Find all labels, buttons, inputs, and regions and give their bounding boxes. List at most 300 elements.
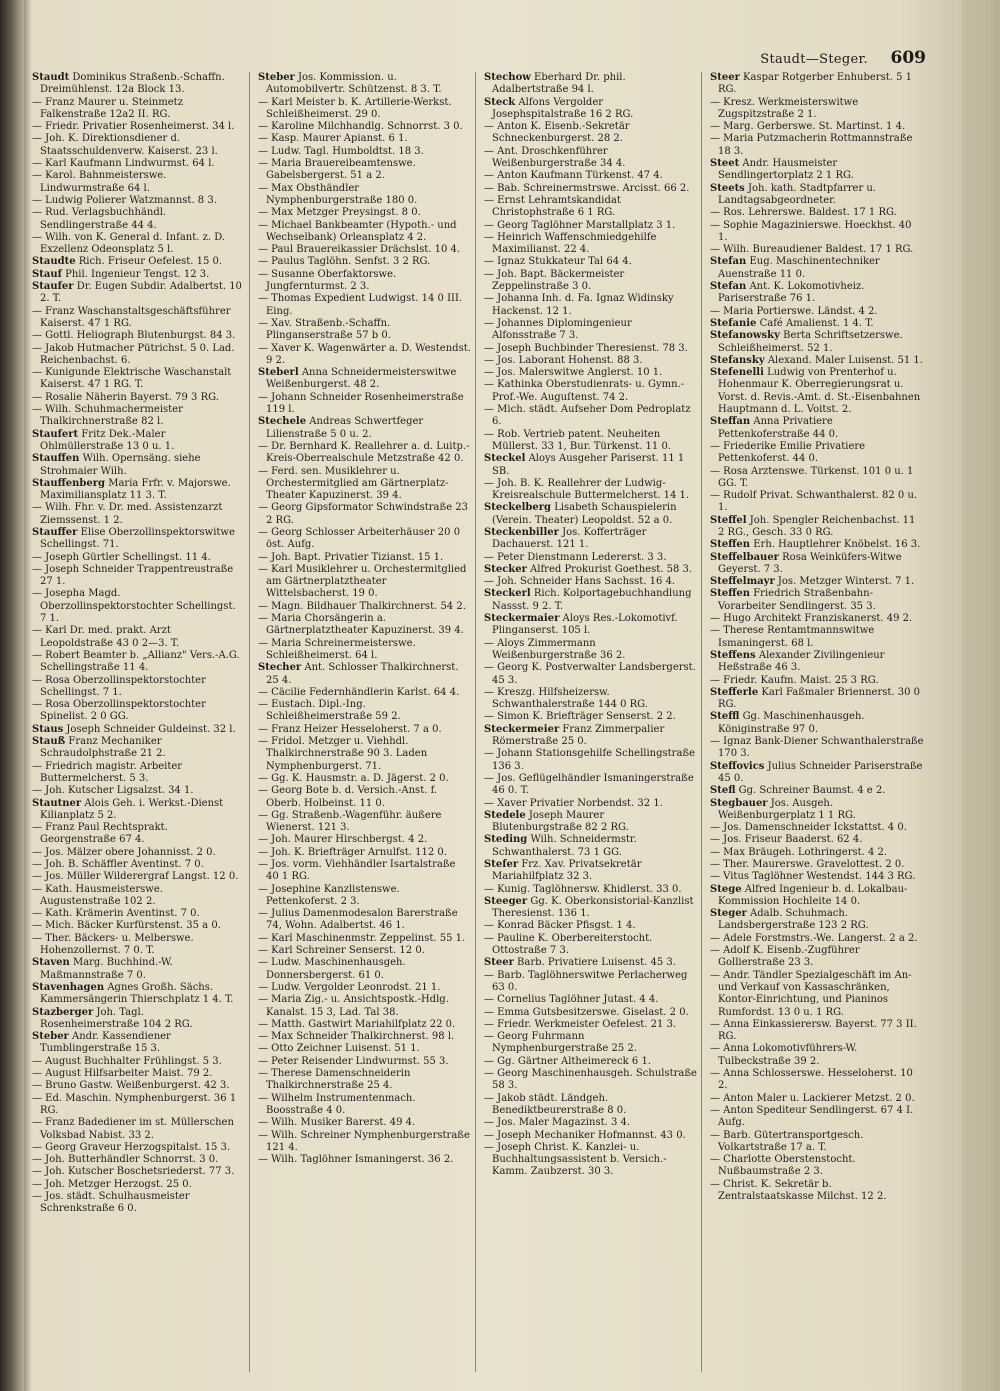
directory-entry (258, 736, 471, 773)
directory-entry (258, 97, 471, 122)
entry-text: — Eustach. Dipl.-Ing. Schleißheimerstraße 59 2. (258, 699, 401, 723)
entry-surname: Steck (484, 96, 516, 108)
directory-entry (710, 133, 924, 158)
directory-entry (32, 1056, 245, 1068)
entry-text: Phil. Ingenieur Tengst. 12 3. (65, 268, 210, 280)
entry-text: — Anton Kaufmann Türkenst. 47 4. (484, 170, 663, 182)
directory-entry (32, 1191, 245, 1216)
directory-entry (710, 761, 924, 786)
directory-entry (710, 441, 924, 466)
entry-text: — Cäcilie Federnhändlerin Karlst. 64 4. (258, 686, 460, 698)
entry-text: Berta Schriftsetzerswe. Schleißheimerst. 52 1. (718, 330, 903, 354)
directory-entry (710, 711, 924, 736)
entry-surname: Stefer (484, 859, 519, 870)
entry-text: — Kresz. Werkmeisterswitwe Zugspitzstraße 2 1. (710, 96, 859, 120)
entry-text: — Joh. Maurer Hirschbergst. 4 2. (258, 834, 428, 846)
entry-text: Alois Geh. i. Werkst.-Dienst Kilianplatz 5 2. (40, 797, 224, 821)
entry-text: — Friedrich magistr. Arbeiter Buttermelcherst. 5 3. (32, 760, 183, 784)
entry-text: — Gg. Straßenb.-Wagenführ. äußere Wienerst. 121 3. (258, 809, 442, 834)
entry-text: — Kreszg. Hilfsheizersw. Schwanthalerstraße 144 0 RG. (484, 686, 648, 711)
entry-text: Ant. Schlosser Thalkirchnerst. 25 4. (266, 662, 459, 686)
entry-text: — Wilh. Bureaudiener Baldest. 17 1 RG. (710, 244, 914, 256)
directory-entry (710, 785, 924, 797)
entry-text: — Karl Dr. med. prakt. Arzt Leopoldstraße 43 0 2—3. T. (32, 625, 180, 649)
entry-surname: Steffelmayr (710, 576, 775, 588)
entry-surname: Steer (710, 72, 740, 83)
entry-text: — Gottl. Heliograph Blutenburgst. 84 3. (32, 330, 236, 342)
directory-entry (258, 1068, 471, 1093)
directory-entry (258, 859, 471, 884)
directory-entry (32, 1068, 245, 1080)
directory-entry (710, 933, 924, 945)
directory-entry (710, 121, 924, 133)
entry-text: — Gg. Gärtner Altheimereck 6 1. (484, 1055, 652, 1067)
directory-entry (258, 834, 471, 846)
entry-surname: Stefenelli (710, 367, 764, 379)
directory-entry (32, 798, 245, 823)
directory-entry (258, 441, 471, 466)
directory-entry (32, 859, 245, 871)
directory-entry (258, 601, 471, 613)
directory-entry (484, 502, 697, 527)
directory-entry (484, 896, 697, 921)
entry-text: Franz Zimmerpalier Römerstraße 25 0. (492, 723, 665, 748)
entry-text: — Jos. Friseur Baaderst. 62 4. (710, 834, 863, 846)
directory-entry (710, 318, 924, 330)
directory-entry (484, 564, 697, 576)
directory-entry (32, 343, 245, 368)
entry-text: Aloys Res.-Lokomotivf. Plinganserst. 105 l. (492, 613, 678, 637)
directory-entry (484, 97, 697, 122)
entry-text: — Franz Heizer Hesseloherst. 7 a 0. (258, 723, 442, 735)
entry-text: — Bab. Schreinermstrswe. Arcisst. 66 2. (484, 182, 690, 194)
directory-entry (32, 453, 245, 478)
directory-entry (258, 158, 471, 183)
entry-text: Fritz Dek.-Maler Ohlmüllerstraße 13 0 u. 1. (40, 428, 175, 452)
directory-entry (710, 1019, 924, 1044)
directory-entry (32, 232, 245, 257)
directory-entry (258, 564, 471, 601)
directory-entry (484, 552, 697, 564)
directory-entry (258, 72, 471, 97)
directory-entry (484, 834, 697, 859)
entry-surname: Steding (484, 834, 528, 846)
page-header (30, 50, 926, 72)
directory-entry (258, 146, 471, 158)
directory-entry (484, 933, 697, 958)
entry-text: — Adele Forstmstrs.-We. Langerst. 2 a 2. (710, 932, 918, 944)
column-1 (28, 72, 250, 1372)
entry-text: — Georg K. Postverwalter Landsbergerst. 45 3. (484, 662, 696, 686)
entry-text: Café Amalienst. 1 4. T. (759, 317, 874, 329)
entry-text: — Ignaz Bank-Diener Schwanthalerstraße 170 3. (710, 736, 924, 760)
directory-entry (484, 994, 697, 1006)
directory-entry (258, 908, 471, 933)
directory-entry (258, 318, 471, 343)
directory-entry (258, 1130, 471, 1155)
entry-text: Eug. Maschinentechniker Auenstraße 11 0. (718, 256, 880, 280)
entry-text: — Joseph Schneider Trappentreustraße 27 1. (32, 563, 234, 588)
directory-entry (710, 736, 924, 761)
entry-surname: Steger (710, 908, 747, 920)
directory-entry (710, 650, 924, 675)
directory-entry (484, 146, 697, 171)
directory-entry (710, 1093, 924, 1105)
directory-entry (258, 1019, 471, 1031)
entry-text: Jos. Kommission. u. Automobilvertr. Schützenst. 8 3. T. (266, 72, 442, 96)
entry-text: — Rud. Verlagsbuchhändl. Sendlingerstraße 44 4. (32, 207, 167, 231)
entry-surname: Stefl (710, 785, 736, 797)
directory-entry (32, 207, 245, 232)
directory-entry (32, 133, 245, 158)
directory-entry (32, 281, 245, 306)
directory-entry (710, 1068, 924, 1093)
entry-text: Elise Oberzollinspektorswitwe Schellingst. 71. (40, 526, 235, 551)
directory-entry (32, 269, 245, 281)
directory-entry (484, 662, 697, 687)
directory-entry (484, 1068, 697, 1093)
directory-entry (258, 1093, 471, 1118)
entry-text: — Joh. Kutscher Ligsalzst. 34 1. (32, 785, 194, 797)
entry-text: — Otto Zeichner Luisenst. 51 1. (258, 1043, 420, 1055)
entry-text: — Jakob städt. Ländgeh. Benediktbeurerstraße 8 0. (484, 1092, 627, 1116)
directory-entry (484, 404, 697, 429)
entry-text: — Barb. Taglöhnerswitwe Perlacherweg 63 0. (484, 969, 688, 993)
entry-text: Jos. Kofferträger Dachauerst. 121 1. (492, 526, 647, 551)
entry-text: — Anton Spediteur Sendlingerst. 67 4 I. Aufg. (710, 1104, 914, 1129)
entry-text: Julius Schneider Pariserstraße 45 0. (718, 760, 923, 784)
entry-text: — Anna Einkassierersw. Bayerst. 77 3 II. RG. (710, 1018, 917, 1043)
entry-text: — Maria Putzmacherin Rottmannstraße 18 3. (710, 133, 913, 157)
entry-text: Alexand. Maler Luisenst. 51 1. (767, 354, 923, 366)
entry-text: — Anna Lokomotivführers-W. Tulbeckstraße 39 2. (710, 1043, 858, 1067)
entry-text: — Ther. Bäckers- u. Melberswe. Hohenzollernst. 7 0. T. (32, 932, 194, 957)
directory-entry (484, 884, 697, 896)
entry-text: — Rosa Arztenswe. Türkenst. 101 0 u. 1 GG. T. (710, 465, 914, 489)
entry-text: — Joh. Bapt. Bäckermeister Zeppelinstraße 3 0. (484, 268, 625, 293)
directory-entry (484, 256, 697, 268)
directory-entry (32, 392, 245, 404)
directory-entry (258, 207, 471, 219)
entry-text: — Ludw. Maschinenhausgeh. Donnersbergerst. 61 0. (258, 957, 406, 981)
directory-entry (710, 588, 924, 613)
entry-text: — Jakob Hutmacher Pütrichst. 5 0. Lad. Reichenbachst. 6. (32, 342, 235, 366)
running-head: Staudt—Steger. (760, 52, 868, 67)
entry-text: — Susanne Oberfaktorswe. Jungfernturmst. 2 3. (258, 268, 397, 293)
entry-surname: Stazberger (32, 1006, 94, 1018)
entry-text: Rosa Weinküfers-Witwe Geyerst. 7 3. (718, 551, 902, 575)
directory-entry (32, 1154, 245, 1166)
directory-entry (32, 330, 245, 342)
directory-entry (258, 392, 471, 417)
entry-text: — Charlotte Oberstenstocht. Nußbaumstraße 2 3. (710, 1154, 856, 1178)
entry-text: — Franz Paul Rechtsprakt. Georgenstraße 67 4. (32, 822, 168, 846)
entry-text: — Fridol. Metzger u. Viehhdl. Thalkirchnerstraße 90 3. Laden Nymphenburgerst. 71. (258, 736, 428, 772)
directory-entry (258, 810, 471, 835)
entry-text: — Vitus Taglöhner Westendst. 144 3 RG. (710, 871, 916, 883)
directory-entry (32, 404, 245, 429)
entry-surname: Stecker (484, 563, 527, 575)
directory-entry (484, 183, 697, 195)
entry-text: — Pauline K. Oberbereiterstocht. Ottostraße 7 3. (484, 932, 653, 957)
entry-text: Dominikus Straßenb.-Schaffn. Dreimühlenst. 12a Block 13. (40, 72, 225, 96)
entry-text: — Georg Graveur Herzogspitalst. 15 3. (32, 1141, 231, 1153)
entry-surname: Steffen (710, 539, 751, 551)
directory-entry (484, 1093, 697, 1118)
directory-entry (258, 982, 471, 994)
entry-text: — Jos. vorm. Viehhändler Isartalstraße 40 1 RG. (258, 859, 456, 883)
entry-text: Frz. Xav. Privatsekretär Mariahilfplatz 32 3. (492, 859, 642, 883)
directory-entry (32, 158, 245, 170)
directory-entry (32, 650, 245, 675)
entry-text: Adalb. Schuhmach. Landsbergerstraße 123 2 RG. (718, 908, 869, 932)
entry-text: — Emma Gutsbesitzerswe. Giselast. 2 0. (484, 1006, 689, 1018)
entry-surname: Stautner (32, 797, 82, 809)
entry-text: Rich. Friseur Oefelest. 15 0. (78, 256, 223, 268)
directory-entry (258, 133, 471, 145)
directory-entry (710, 416, 924, 441)
directory-entry (710, 466, 924, 491)
entry-surname: Steffovics (710, 760, 765, 772)
entry-text: — Georg Fuhrmann Nymphenburgerstraße 25 2. (484, 1031, 637, 1055)
entry-text: — Kunig. Taglöhnersw. Khidlerst. 33 0. (484, 883, 682, 895)
directory-entry (710, 220, 924, 245)
entry-text: Dr. Eugen Subdir. Adalbertst. 10 2. T. (40, 281, 242, 305)
entry-text: Ludwig von Prenterhof u. Hohenmaur K. Oberregierungsrat u. Vorst. d. Revis.-Amt. d. St.-Eisenbahnen Hauptmann d. L. Voitst. 2. (718, 367, 921, 416)
entry-text: — Christ. K. Sekretär b. Zentralstaatskasse Milchst. 12 2. (710, 1178, 887, 1203)
entry-text: — Ludwig Polierer Watzmannst. 8 3. (32, 194, 217, 206)
entry-text: — Maria Chorsängerin a. Gärtnerplatztheater Kapuzinerst. 39 4. (258, 613, 464, 637)
directory-entry (710, 834, 924, 846)
entry-text: — Joh. B. K. Reallehrer der Ludwig-Kreisrealschule Buttermelcherst. 14 1. (484, 477, 690, 502)
directory-entry (710, 306, 924, 318)
entry-text: — Franz Maurer u. Steinmetz Falkenstraße 12a2 II. RG. (32, 96, 183, 120)
directory-entry (32, 736, 245, 761)
directory-entry (32, 588, 245, 625)
entry-text: — Johann Schneider Rosenheimerstraße 119 l. (258, 391, 464, 416)
directory-entry (710, 539, 924, 551)
directory-entry (710, 675, 924, 687)
entry-text: Agnes Großh. Sächs. Kammersängerin Thierschplatz 1 4. T. (40, 981, 234, 1006)
directory-entry (484, 1007, 697, 1019)
directory-entry (710, 945, 924, 970)
column-2 (254, 72, 476, 1372)
directory-entry (258, 994, 471, 1019)
directory-entry (484, 588, 697, 613)
directory-entry (484, 343, 697, 355)
directory-entry (710, 613, 924, 625)
entry-text: — Thomas Expedient Ludwigst. 14 0 III. Eing. (258, 293, 463, 317)
directory-entry (710, 576, 924, 588)
entry-surname: Steets (710, 182, 745, 194)
directory-entry (32, 920, 245, 932)
entry-surname: Staven (32, 957, 70, 969)
directory-entry (258, 121, 471, 133)
directory-entry (32, 256, 245, 268)
entry-text: — Jos. Maler Magazinst. 3 4. (484, 1117, 631, 1129)
directory-entry (484, 920, 697, 932)
directory-entry (484, 72, 697, 97)
directory-entry (258, 945, 471, 957)
entry-text: — Ludw. Vergolder Leonrodst. 21 1. (258, 981, 441, 993)
entry-text: — Heinrich Waffenschmiedgehilfe Maximilianst. 22 4. (484, 231, 657, 256)
entry-text: — Friedr. Kaufm. Maist. 25 3 RG. (710, 674, 879, 686)
entry-text: Wilh. Opernsäng. siehe Strohmaier Wilh. (40, 453, 201, 477)
directory-entry (258, 884, 471, 909)
entry-text: — Maria Zig.- u. Ansichtspostk.-Hdlg. Kanalst. 15 3, Lad. Tal 38. (258, 994, 449, 1018)
directory-entry (32, 306, 245, 331)
entry-text: Eberhard Dr. phil. Adalbertstraße 94 l. (492, 72, 626, 96)
directory-entry (484, 859, 697, 884)
directory-entry (484, 798, 697, 810)
entry-text: — Therese Rentamtmannswitwe Ismaningerst. 68 l. (710, 625, 875, 649)
directory-entry (710, 281, 924, 306)
entry-text: — Sophie Magazinierswe. Hoeckhst. 40 1. (710, 219, 912, 243)
entry-text: — Joh. B. Schäffler Aventinst. 7 0. (32, 859, 204, 870)
entry-text: — Adolf K. Eisenb.-Zugführer Gollierstraße 23 3. (710, 945, 860, 969)
directory-entry (258, 699, 471, 724)
entry-text: — Anton K. Eisenb.-Sekretär Schneckenburgerst. 28 2. (484, 121, 630, 145)
directory-entry (32, 195, 245, 207)
directory-entry (32, 625, 245, 650)
entry-text: — Maria Portierswe. Ländst. 4 2. (710, 305, 878, 317)
directory-entry (258, 1043, 471, 1055)
entry-text: — Georg Gipsformator Schwindstraße 23 2 RG. (258, 502, 469, 526)
directory-entry (258, 293, 471, 318)
entry-text: Alfons Vergolder Josephspitalstraße 16 2 RG. (492, 96, 634, 120)
entry-surname: Stefansky (710, 354, 765, 366)
directory-entry (32, 724, 245, 736)
entry-text: — Franz Badediener im st. Müllerschen Volksbad Nabist. 33 2. (32, 1117, 234, 1141)
entry-text: — Ignaz Stukkateur Tal 64 4. (484, 256, 632, 268)
entry-surname: Steeger (484, 895, 528, 907)
entry-surname: Stechele (258, 416, 307, 428)
entry-text: — Bruno Gastw. Weißenburgerst. 42 3. (32, 1080, 230, 1092)
entry-surname: Steffel (710, 514, 747, 526)
directory-entry (32, 1080, 245, 1092)
entry-text: — Joh. Bapt. Privatier Tizianst. 15 1. (258, 551, 444, 563)
directory-entry (32, 72, 245, 97)
entry-text: — Rudolf Privat. Schwanthalerst. 82 0 u. 1. (710, 490, 918, 514)
entry-text: — Wilh. von K. General d. Infant. z. D. Exzellenz Odeonsplatz 5 l. (32, 231, 226, 256)
entry-text: — Julius Damenmodesalon Barerstraße 74, Wohn. Adalbertst. 46 1. (258, 908, 458, 932)
entry-text: — Josephine Kanzlistenswe. Pettenkoferst. 2 3. (258, 883, 400, 907)
entry-text: — Dr. Bernhard K. Reallehrer a. d. Luitp.-Kreis-Oberrealschule Metzstraße 42 0. (258, 440, 470, 465)
entry-text: — Therese Damenschneiderin Thalkirchnerstraße 25 4. (258, 1068, 411, 1092)
directory-entry (484, 269, 697, 294)
entry-text: — Joseph Gürtler Schellingst. 11 4. (32, 551, 211, 563)
entry-text: — Maria Brauereibeamtenswe. Gabelsbergerst. 51 a 2. (258, 158, 416, 182)
entry-surname: Steckerl (484, 588, 531, 600)
entry-text: — Jos. Geflügelhändler Ismaningerstraße 46 0. T. (484, 772, 694, 797)
directory-entry (710, 552, 924, 577)
entry-text: — Wilh. Taglöhner Ismaningerst. 36 2. (258, 1154, 454, 1166)
entry-text: — Max Metzger Preysingst. 8 0. (258, 207, 421, 219)
directory-entry (484, 957, 697, 969)
directory-entry (484, 170, 697, 182)
entry-surname: Steckel (484, 453, 526, 465)
entry-text: — Anton Maler u. Lackierer Metzst. 2 0. (710, 1092, 915, 1104)
directory-entry (484, 613, 697, 638)
entry-text: — Joseph Buchbinder Theresienst. 78 3. (484, 342, 688, 354)
directory-entry (258, 687, 471, 699)
entry-text: Marg. Buchhind.-W. Maßmannstraße 7 0. (40, 957, 173, 981)
entry-text: Rich. Kolportagebuchhandlung Nassst. 9 2. T. (492, 588, 692, 612)
directory-entry (32, 478, 245, 503)
directory-entry (32, 871, 245, 883)
entry-text: — Mich. Bäcker Kurfürstenst. 35 a 0. (32, 920, 221, 932)
directory-entry (484, 1142, 697, 1179)
entry-text: Friedrich Straßenbahn-Vorarbeiter Sendlingerst. 35 3. (718, 588, 876, 612)
column-3 (480, 72, 702, 1372)
directory-entry (484, 429, 697, 454)
directory-entry (32, 675, 245, 700)
entry-text: — Franz Waschanstaltsgeschäftsführer Kaiserst. 47 1 RG. (32, 305, 231, 329)
directory-entry (258, 638, 471, 663)
entry-surname: Steffan (710, 416, 751, 428)
entry-surname: Stauf (32, 268, 62, 280)
entry-surname: Stege (710, 883, 742, 895)
directory-entry (484, 1056, 697, 1068)
entry-text: — Wilhelm Instrumentenmach. Boosstraße 4 0. (258, 1092, 416, 1116)
directory-entry (32, 957, 245, 982)
entry-surname: Steffelbauer (710, 551, 779, 563)
entry-surname: Stefanowsky (710, 330, 780, 342)
entry-text: — Simon K. Briefträger Senserst. 2 2. (484, 711, 676, 723)
entry-text: — Max Obsthändler Nymphenburgerstraße 180 0. (258, 182, 418, 206)
entry-text: — Anna Schlosserswe. Hesseloherst. 10 2. (710, 1068, 913, 1092)
page-edge (966, 0, 1000, 1391)
directory-entry (484, 1130, 697, 1142)
entry-text: — Joseph Christ. K. Kanzlei- u. Buchhaltungsassistent b. Versich.-Kamm. Zaubzerst. 30 3. (484, 1141, 667, 1178)
entry-text: — Ther. Maurerswe. Gravelottest. 2 0. (710, 859, 905, 870)
entry-text: — August Hilfsarbeiter Maist. 79 2. (32, 1068, 213, 1080)
entry-text: — Kath. Krämerin Aventinst. 7 0. (32, 908, 200, 920)
entry-surname: Steet (710, 158, 740, 170)
directory-entry (484, 638, 697, 663)
directory-entry (710, 859, 924, 871)
entry-surname: Steber (32, 1031, 69, 1043)
directory-entry (32, 847, 245, 859)
directory-entry (258, 1056, 471, 1068)
entry-text: — Joh. K. Briefträger Arnulfst. 112 0. (258, 846, 447, 858)
entry-surname: Stauffenberg (32, 477, 106, 489)
directory-entry (484, 293, 697, 318)
directory-entry (484, 810, 697, 835)
entry-text: Maria Frfr. v. Majorswe. Maximiliansplatz 11 3. T. (40, 477, 231, 502)
directory-entry (484, 478, 697, 503)
entry-text: Jos. Metzger Winterst. 7 1. (777, 576, 915, 588)
entry-text: Wilh. Schneidermstr. Schwanthalerst. 73 1 GG. (492, 834, 637, 858)
entry-surname: Steberl (258, 367, 299, 379)
entry-text: — Karl Musiklehrer u. Orchestermitglied am Gärtnerplatztheater Wittelsbacherst. 19 0. (258, 563, 467, 600)
directory-entry (710, 798, 924, 823)
entry-text: Aloys Ausgeher Pariserst. 11 1 SB. (492, 453, 685, 477)
directory-entry (484, 773, 697, 798)
directory-entry (258, 367, 471, 392)
directory-entry (32, 1117, 245, 1142)
directory-entry (710, 687, 924, 712)
entry-text: — August Buchhalter Frühlingst. 5 3. (32, 1055, 222, 1067)
directory-entry (32, 97, 245, 122)
entry-text: — Georg Bote b. d. Versich.-Anst. f. Oberb. Holbeinst. 11 0. (258, 785, 438, 809)
directory-entry (710, 822, 924, 834)
directory-entry (710, 970, 924, 1019)
directory-entry (484, 1031, 697, 1056)
directory-entry (258, 527, 471, 552)
entry-text: — Xaver K. Wagenwärter a. D. Westendst. 9 2. (258, 342, 471, 366)
directory-entry (32, 908, 245, 920)
